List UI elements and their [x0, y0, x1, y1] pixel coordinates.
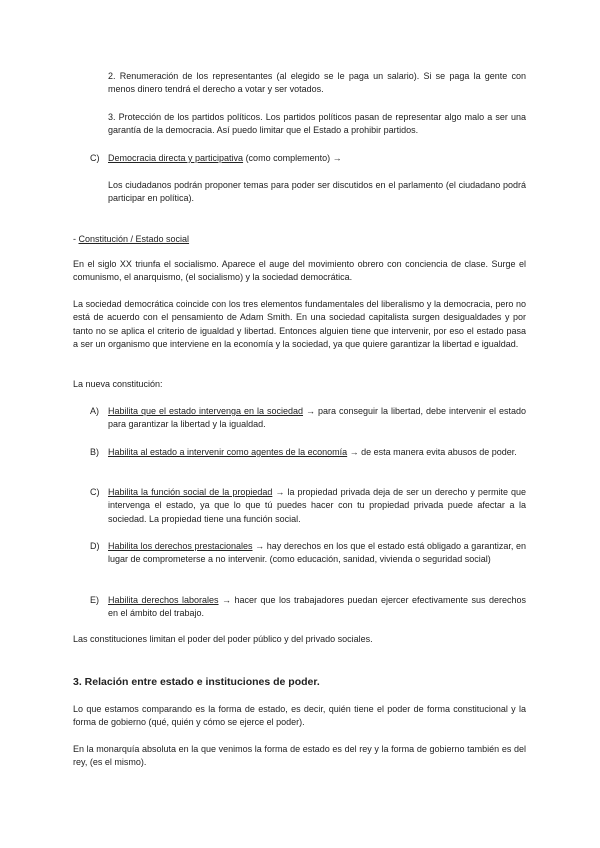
- paragraph-forma-estado: Lo que estamos comparando es la forma de estado, es decir, quién tiene el poder de forma constitucional y la forma de gobierno (qué, quién y cómo se ejerce el poder).: [73, 704, 526, 728]
- list-item-c-body: Los ciudadanos podrán proponer temas para poder ser discutidos en el parlamento (el ciudadano podrá participar en política).: [108, 180, 526, 204]
- list-item-d-rest: → hay derechos en los que el estado está obligado a garantizar, en lugar de comprometerse a no intervenir. (como educación, sanidad, vivienda o seguridad social): [108, 541, 526, 565]
- list-item-e-underlined: Habilita derechos laborales: [108, 595, 219, 605]
- list-label-b: B): [90, 447, 99, 457]
- paragraph-sociedad-democratica: La sociedad democrática coincide con los tres elementos fundamentales del liberalismo y la democracia, pero no está de acuerdo con el pensamiento de Adam Smith. En una sociedad capitalista surgen desigualdades y por tanto no se aplica el criterio de igualdad y libertad. Entonces alguien tiene que intervenir, por eso el estado pasa a ser un organismo que interviene en la economía y la sociedad, ya que quiere garantizar la libertad e igualdad.: [73, 299, 526, 350]
- list-item-c-underlined: Democracia directa y participativa: [108, 153, 244, 163]
- list-item-b-underlined: Habilita al estado a intervenir como agentes de la economía: [108, 447, 348, 457]
- list-item-e: [108, 594, 526, 621]
- list-item-b-rest: → de esta manera evita abusos de poder.: [347, 447, 517, 457]
- list-item-a-underlined: Habilita que el estado intervenga en la sociedad: [108, 406, 304, 416]
- list-item-b: [108, 446, 526, 459]
- list-label-d: D): [90, 541, 100, 551]
- list-item-d: [108, 540, 526, 567]
- list-item-2: 2. Renumeración de los representantes (al elegido se le paga un salario). Si se paga la gente con menos dinero tendrá el derecho a votar y ser votados.: [108, 71, 526, 95]
- list-item-3: 3. Protección de los partidos políticos. Los partidos políticos pasan de representar algo malo a ser una garantía de la democracia. Así puedo limitar que el Estado a prohibir partidos.: [108, 112, 526, 136]
- section-title-text: Constitución / Estado social: [78, 234, 190, 244]
- section-title-constitucion: [73, 233, 373, 246]
- list-label-c: C): [90, 153, 100, 163]
- section-heading-3: 3. Relación entre estado e instituciones de poder.: [73, 676, 320, 688]
- list-label-c2: C): [90, 487, 100, 497]
- list-item-c-title: [108, 152, 526, 165]
- list-item-c2-underlined: Habilita la función social de la propiedad: [108, 487, 273, 497]
- paragraph-monarquia-absoluta: En la monarquía absoluta en la que venimos la forma de estado es del rey y la forma de gobierno también es del rey, (es el mismo).: [73, 744, 526, 768]
- list-item-a: [108, 405, 526, 432]
- section-dash: -: [73, 234, 79, 244]
- paragraph-siglo-xx: En el siglo XX triunfa el socialismo. Aparece el auge del movimiento obrero con conciencia de clase. Surge el comunismo, el anarquismo, (el socialismo) y la sociedad democrática.: [73, 259, 526, 283]
- list-item-c2: [108, 486, 526, 526]
- paragraph-constituciones-limitan: Las constituciones limitan el poder del poder público y del privado sociales.: [73, 634, 373, 644]
- list-item-c2-rest: → la propiedad privada deja de ser un derecho y permite que intervenga el estado, ya que lo que tú puedes hacer con tu propiedad privada puede afectar a la sociedad. La propiedad tiene una función social.: [108, 487, 527, 524]
- list-label-a: A): [90, 406, 99, 416]
- list-item-d-underlined: Habilita los derechos prestacionales: [108, 541, 253, 551]
- paragraph-nueva-constitucion: La nueva constitución:: [73, 379, 163, 389]
- list-label-e: E): [90, 595, 99, 605]
- list-item-c-rest: (como complemento) →: [243, 153, 342, 163]
- list-item-e-rest: → hacer que los trabajadores puedan ejercer efectivamente sus derechos en el ámbito del trabajo.: [108, 595, 526, 619]
- list-item-a-rest: → para conseguir la libertad, debe intervenir el estado para garantizar la libertad y la igualdad.: [108, 406, 526, 430]
